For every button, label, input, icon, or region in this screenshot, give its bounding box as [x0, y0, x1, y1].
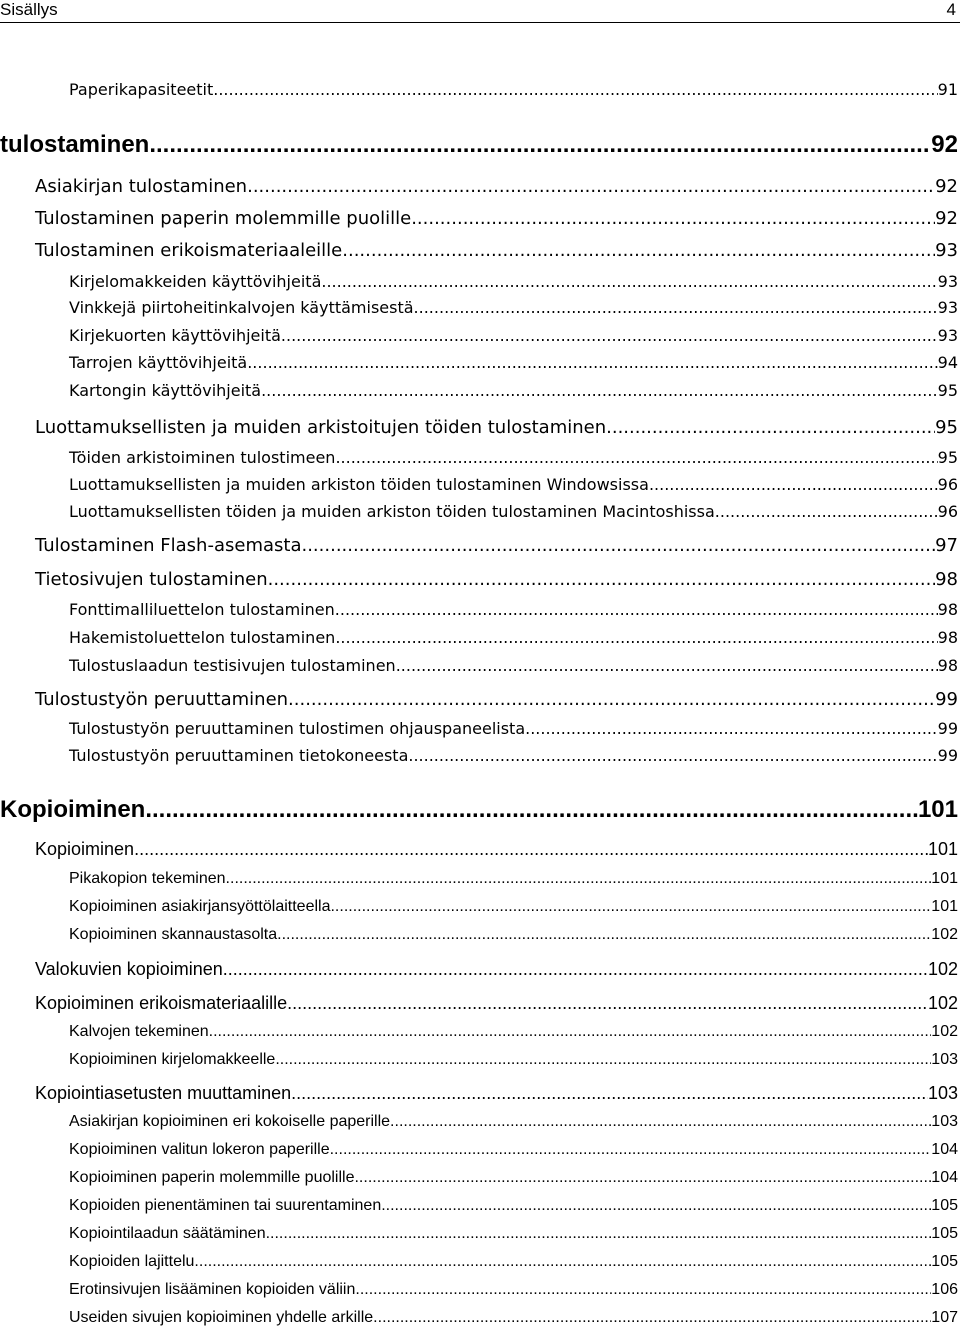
toc-dot-leader: [355, 1280, 931, 1300]
toc-subsection[interactable]: [69, 1022, 958, 1042]
toc-entry-page: 92: [931, 131, 958, 158]
toc-dot-leader: [149, 131, 931, 159]
toc-entry-page: 93: [937, 272, 958, 291]
toc-dot-leader: [321, 272, 937, 292]
toc-entry-page: 98: [937, 656, 958, 675]
toc-entry-title: Kartongin käyttövihjeitä: [69, 381, 262, 400]
toc-subsection[interactable]: [69, 1168, 958, 1188]
toc-subsection[interactable]: [69, 1050, 958, 1070]
toc-dot-leader: [288, 689, 935, 711]
toc-entry-page: 106: [931, 1281, 958, 1298]
toc-entry-page: 92: [935, 208, 958, 229]
toc-dot-leader: [275, 1050, 931, 1070]
toc-entry-page: 95: [937, 381, 958, 400]
toc-dot-leader: [381, 1196, 931, 1216]
toc-entry-title: Tulostaminen paperin molemmille puolille: [35, 208, 412, 229]
toc-dot-leader: [213, 80, 937, 100]
toc-entry-page: 101: [917, 796, 958, 823]
toc-entry-title: Kopiointiasetusten muuttaminen: [35, 1083, 292, 1103]
toc-dot-leader: [134, 838, 928, 860]
page-header: [0, 0, 960, 22]
toc-subsection[interactable]: [69, 502, 958, 522]
toc-section[interactable]: [35, 689, 958, 711]
toc-dot-leader: [268, 569, 935, 591]
toc-entry-title: Tarrojen käyttövihjeitä: [69, 353, 248, 372]
toc-entry-title: Luottamuksellisten ja muiden arkistoitujen töiden tulostaminen: [35, 417, 607, 438]
toc-entry-title: Useiden sivujen kopioiminen yhdelle arkille: [69, 1309, 374, 1326]
toc-subsection[interactable]: [69, 272, 958, 292]
toc-chapter[interactable]: [0, 796, 958, 824]
toc-section[interactable]: [35, 1082, 958, 1104]
toc-dot-leader: [281, 326, 938, 346]
toc-entry-page: 103: [931, 1051, 958, 1068]
toc-dot-leader: [247, 353, 937, 373]
toc-entry-page: 99: [937, 746, 958, 765]
toc-dot-leader: [291, 1082, 928, 1104]
toc-entry-title: Fonttimalliluettelon tulostaminen: [69, 600, 335, 619]
toc-subsection[interactable]: [69, 897, 958, 917]
toc-entry-title: Paperikapasiteetit: [69, 80, 214, 99]
toc-entry-title: tulostaminen: [0, 131, 150, 158]
toc-chapter[interactable]: [0, 131, 958, 159]
toc-entry-page: 99: [937, 719, 958, 738]
toc-subsection[interactable]: [69, 80, 958, 100]
toc-entry-page: 102: [931, 926, 958, 943]
toc-entry-title: Kopioiminen skannaustasolta: [69, 926, 278, 943]
toc-dot-leader: [247, 176, 935, 198]
toc-entry-page: 101: [931, 898, 958, 915]
toc-subsection[interactable]: [69, 475, 958, 495]
toc-entry-page: 102: [927, 959, 958, 979]
toc-entry-title: Kopioiden lajittelu: [69, 1253, 195, 1270]
toc-subsection[interactable]: [69, 326, 958, 346]
toc-dot-leader: [390, 1112, 931, 1132]
toc-subsection[interactable]: [69, 600, 958, 620]
toc-section[interactable]: [35, 208, 958, 230]
toc-entry-title: Pikakopion tekeminen: [69, 870, 226, 887]
toc-entry-title: Kopiointilaadun säätäminen: [69, 1225, 266, 1242]
section-title: Sisällys: [0, 0, 58, 19]
toc-entry-page: 101: [927, 839, 958, 859]
toc-dot-leader: [330, 1140, 932, 1160]
toc-entry-page: 99: [935, 689, 958, 710]
toc-entry-title: Tulostustyön peruuttaminen tietokoneesta: [69, 746, 409, 765]
toc-dot-leader: [261, 381, 938, 401]
toc-subsection[interactable]: [69, 925, 958, 945]
toc-entry-page: 96: [937, 502, 958, 521]
toc-entry-title: Erotinsivujen lisääminen kopioiden väliin: [69, 1281, 356, 1298]
toc-section[interactable]: [35, 417, 958, 439]
toc-subsection[interactable]: [69, 1140, 958, 1160]
toc-subsection[interactable]: [69, 381, 958, 401]
toc-entry-title: Kopioiminen asiakirjansyöttölaitteella: [69, 898, 331, 915]
toc-dot-leader: [266, 1224, 932, 1244]
toc-entry-title: Valokuvien kopioiminen: [35, 959, 223, 979]
toc-dot-leader: [194, 1252, 931, 1272]
header-rule: [0, 22, 960, 23]
toc-entry-page: 98: [935, 569, 958, 590]
page-number: 4: [946, 0, 956, 19]
toc-entry-page: 104: [931, 1169, 958, 1186]
toc-dot-leader: [330, 897, 931, 917]
toc-entry-page: 97: [935, 535, 958, 556]
toc-dot-leader: [606, 417, 935, 439]
toc-subsection[interactable]: [69, 719, 958, 739]
toc-entry-page: 94: [937, 353, 958, 372]
toc-dot-leader: [354, 1168, 931, 1188]
toc-entry-page: 107: [931, 1309, 958, 1326]
toc-section[interactable]: [35, 992, 958, 1014]
toc-dot-leader: [396, 656, 938, 676]
toc-entry-title: Luottamuksellisten ja muiden arkiston töiden tulostaminen Windowsissa: [69, 475, 649, 494]
toc-dot-leader: [223, 958, 928, 980]
toc-dot-leader: [715, 502, 938, 522]
toc-entry-page: 91: [937, 80, 958, 99]
toc-entry-title: Töiden arkistoiminen tulostimeen: [69, 448, 336, 467]
toc-entry-page: 93: [935, 240, 958, 261]
toc-subsection[interactable]: [69, 298, 958, 318]
toc-entry-page: 102: [931, 1023, 958, 1040]
toc-entry-page: 96: [937, 475, 958, 494]
toc-entry-title: Asiakirjan tulostaminen: [35, 176, 248, 197]
toc-entry-page: 98: [937, 600, 958, 619]
toc-entry-page: 103: [931, 1113, 958, 1130]
toc-subsection[interactable]: [69, 1196, 958, 1216]
toc-entry-title: Hakemistoluettelon tulostaminen: [69, 628, 336, 647]
toc-entry-title: Tulostustyön peruuttaminen: [35, 689, 289, 710]
toc-section[interactable]: [35, 958, 958, 980]
toc-entry-title: Kirjelomakkeiden käyttövihjeitä: [69, 272, 322, 291]
toc-entry-title: Asiakirjan kopioiminen eri kokoiselle paperille: [69, 1113, 391, 1130]
toc-entry-title: Kopioiminen paperin molemmille puolille: [69, 1169, 355, 1186]
toc-dot-leader: [649, 475, 938, 495]
toc-entry-page: 93: [937, 298, 958, 317]
toc-subsection[interactable]: [69, 1280, 958, 1300]
toc-dot-leader: [373, 1308, 931, 1328]
toc-dot-leader: [287, 992, 928, 1014]
toc-dot-leader: [411, 208, 935, 230]
toc-subsection[interactable]: [69, 448, 958, 468]
toc-entry-title: Tietosivujen tulostaminen: [35, 569, 268, 590]
toc-dot-leader: [301, 535, 935, 557]
toc-entry-title: Tulostuslaadun testisivujen tulostaminen: [69, 656, 396, 675]
toc-dot-leader: [335, 448, 937, 468]
toc-dot-leader: [226, 869, 932, 889]
toc-dot-leader: [414, 298, 938, 318]
toc-section[interactable]: [35, 838, 958, 860]
toc-subsection[interactable]: [69, 746, 958, 766]
toc-entry-page: 105: [931, 1225, 958, 1242]
toc-section[interactable]: [35, 240, 958, 262]
toc-dot-leader: [335, 628, 937, 648]
toc-section[interactable]: [35, 176, 958, 198]
toc-entry-page: 95: [937, 448, 958, 467]
toc-entry-page: 101: [931, 870, 958, 887]
toc-section[interactable]: [35, 569, 958, 591]
toc-subsection[interactable]: [69, 628, 958, 648]
toc-subsection[interactable]: [69, 353, 958, 373]
toc-dot-leader: [145, 796, 918, 824]
toc-subsection[interactable]: [69, 656, 958, 676]
toc-entry-page: 104: [931, 1141, 958, 1158]
toc-entry-title: Luottamuksellisten töiden ja muiden arkiston töiden tulostaminen Macintoshissa: [69, 502, 715, 521]
toc-entry-page: 105: [931, 1253, 958, 1270]
toc-dot-leader: [335, 600, 938, 620]
toc-section[interactable]: [35, 535, 958, 557]
toc-dot-leader: [209, 1022, 932, 1042]
toc-entry-title: Kopioiminen: [35, 839, 135, 859]
toc-subsection[interactable]: [69, 1308, 958, 1328]
toc-entry-title: Tulostaminen Flash-asemasta: [35, 535, 302, 556]
toc-entry-title: Kirjekuorten käyttövihjeitä: [69, 326, 281, 345]
toc-entry-title: Kopioiminen kirjelomakkeelle: [69, 1051, 276, 1068]
toc-subsection[interactable]: [69, 869, 958, 889]
toc-entry-title: Vinkkejä piirtoheitinkalvojen käyttämisestä: [69, 298, 414, 317]
toc-entry-title: Tulostustyön peruuttaminen tulostimen ohjauspaneelista: [69, 719, 526, 738]
toc-dot-leader: [277, 925, 931, 945]
toc-entry-page: 102: [927, 993, 958, 1013]
toc-dot-leader: [408, 746, 937, 766]
toc-entry-page: 92: [935, 176, 958, 197]
toc-entry-page: 98: [937, 628, 958, 647]
toc-subsection[interactable]: [69, 1112, 958, 1132]
toc-dot-leader: [342, 240, 935, 262]
toc-entry-title: Tulostaminen erikoismateriaaleille: [35, 240, 343, 261]
toc-entry-title: Kopioiminen valitun lokeron paperille: [69, 1141, 330, 1158]
toc-entry-page: 103: [927, 1083, 958, 1103]
toc-entry-title: Kalvojen tekeminen: [69, 1023, 209, 1040]
toc-entry-page: 93: [937, 326, 958, 345]
toc-entry-page: 95: [935, 417, 958, 438]
toc-entry-page: 105: [931, 1197, 958, 1214]
toc-subsection[interactable]: [69, 1252, 958, 1272]
toc-entry-title: Kopioiminen erikoismateriaalille: [35, 993, 288, 1013]
toc-dot-leader: [525, 719, 938, 739]
toc-entry-title: Kopioiminen: [0, 796, 146, 823]
toc-subsection[interactable]: [69, 1224, 958, 1244]
toc-entry-title: Kopioiden pienentäminen tai suurentaminen: [69, 1197, 382, 1214]
